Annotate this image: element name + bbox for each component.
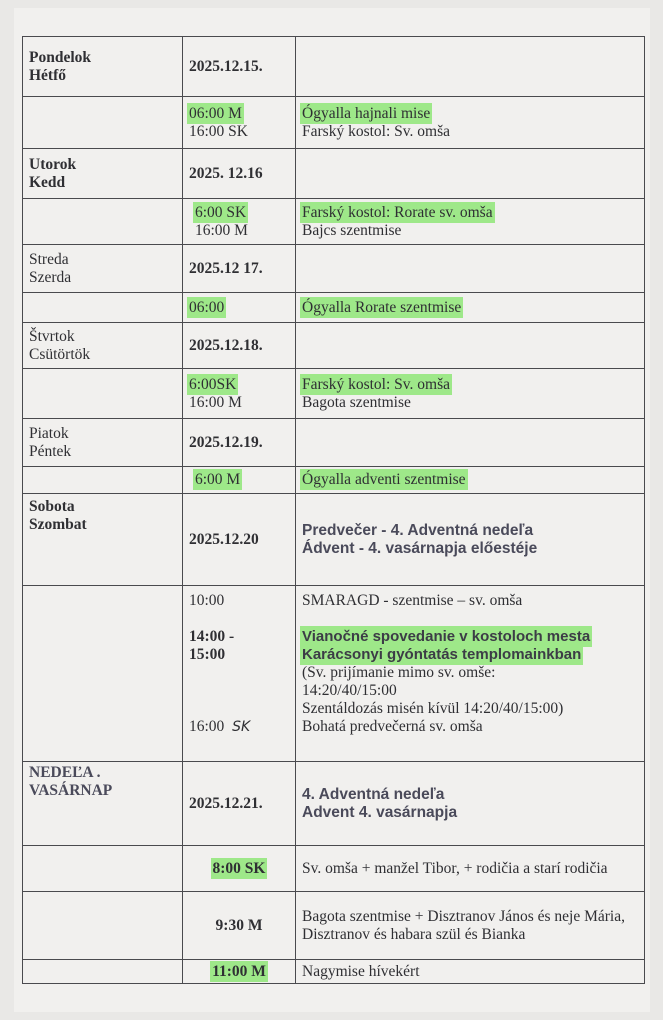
entries-row — [23, 293, 645, 323]
event-text: Ógyalla hajnali mise — [302, 104, 431, 122]
event-text: Farský kostol: Sv. omša — [302, 375, 450, 393]
day-name-hu: Kedd — [29, 173, 66, 191]
day-name-hu: VASÁRNAP — [29, 782, 113, 799]
day-name-hu: Szerda — [29, 268, 72, 286]
day-header-row — [23, 245, 645, 293]
header-line: Ádvent - 4. vasárnapja előestéje — [302, 539, 538, 557]
day-name-hu: Péntek — [29, 442, 72, 460]
day-name-sk: NEDEĽA . — [29, 764, 101, 781]
day-name-cell — [23, 245, 183, 293]
empty-cell — [23, 369, 183, 419]
event-text: (Sv. prijímanie mimo sv. omše: — [302, 664, 496, 681]
day-name-cell — [23, 323, 183, 369]
date-cell: 2025.12.18. — [183, 323, 296, 369]
date-cell: 2025.12.21. — [183, 762, 296, 846]
time-cell — [183, 846, 296, 892]
day-name-cell — [23, 762, 183, 846]
text-cell — [296, 293, 645, 323]
day-name-cell — [23, 419, 183, 467]
entries-row — [23, 892, 645, 960]
empty-cell — [23, 892, 183, 960]
day-name-hu: Csütörtök — [29, 345, 91, 363]
time: 06:00 — [189, 298, 225, 316]
entries-row — [23, 846, 645, 892]
text-cell — [296, 97, 645, 149]
time: 15:00 — [189, 646, 226, 663]
time: 16:00 M — [189, 393, 242, 411]
day-name-hu: Szombat — [29, 516, 87, 533]
text-cell: Sv. omša + manžel Tibor, + rodičia a starí rodičia — [296, 846, 645, 892]
date-cell: 2025.12.15. — [183, 37, 296, 97]
time: 6:00 M — [195, 471, 241, 488]
text-cell: Nagymise hívekért — [296, 960, 645, 984]
empty-cell — [23, 199, 183, 245]
time-cell — [183, 199, 296, 245]
time-cell — [183, 467, 296, 494]
entries-row — [23, 586, 645, 762]
empty-cell — [23, 960, 183, 984]
text-cell: Bagota szentmise + Disztranov János és neje Mária, Disztranov és habara szül és Bianka — [296, 892, 645, 960]
time: 11:00 M — [212, 962, 266, 980]
time: 8:00 SK — [212, 859, 266, 877]
empty-cell — [296, 149, 645, 199]
event-text: Bohatá predvečerná sv. omša — [302, 718, 483, 735]
time: 16:00 SK — [189, 122, 248, 140]
time: 6:00 SK — [195, 203, 247, 221]
empty-cell — [23, 293, 183, 323]
event-text: SMARAGD - szentmise – sv. omša — [302, 592, 523, 609]
time-cell: 9:30 M — [183, 892, 296, 960]
day-header-row — [23, 37, 645, 97]
day-header-row — [23, 149, 645, 199]
entries-row — [23, 97, 645, 149]
day-name-cell — [23, 149, 183, 199]
day-header-row — [23, 494, 645, 586]
empty-cell — [296, 323, 645, 369]
day-name-sk: Pondelok — [29, 48, 92, 66]
time: 16:00 M — [195, 221, 248, 239]
time-cell — [183, 293, 296, 323]
text-cell — [296, 467, 645, 494]
handwritten-sk: SK — [232, 719, 251, 735]
event-text: Farský kostol: Sv. omša — [302, 122, 450, 140]
day-name-hu: Hétfő — [29, 66, 67, 84]
day-name-cell — [23, 494, 183, 586]
date-cell: 2025.12.19. — [183, 419, 296, 467]
text-cell — [296, 586, 645, 762]
header-line: Advent 4. vasárnapja — [302, 803, 458, 821]
empty-cell — [23, 846, 183, 892]
event-text: Vianočné spovedanie v kostoloch mesta — [302, 628, 591, 645]
day-name-sk: Streda — [29, 250, 69, 268]
day-name-sk: Štvrtok — [29, 327, 75, 345]
time: 06:00 M — [189, 104, 242, 122]
day-name-sk: Utorok — [29, 155, 77, 173]
day-header-row — [23, 323, 645, 369]
schedule-table — [22, 36, 645, 984]
empty-cell — [23, 586, 183, 762]
event-text: Szentáldozás misén kívül 14:20/40/15:00) — [302, 700, 564, 717]
date-cell: 2025.12 17. — [183, 245, 296, 293]
empty-cell — [23, 97, 183, 149]
entries-row — [23, 960, 645, 984]
event-text: Farský kostol: Rorate sv. omša — [302, 203, 493, 221]
time: 10:00 — [189, 592, 225, 609]
event-text: Ógyalla Rorate szentmise — [302, 298, 462, 316]
empty-cell — [296, 37, 645, 97]
day-name-sk: Piatok — [29, 424, 69, 442]
day-name-sk: Sobota — [29, 498, 75, 515]
empty-cell — [23, 467, 183, 494]
date-cell: 2025.12.20 — [183, 494, 296, 586]
day-header-row — [23, 419, 645, 467]
text-cell — [296, 199, 645, 245]
event-text: Karácsonyi gyóntatás templomainkban — [302, 646, 582, 663]
time: 16:00 — [189, 718, 225, 735]
header-line: 4. Adventná nedeľa — [302, 785, 445, 803]
event-text: Ógyalla adventi szentmise — [302, 471, 466, 488]
entries-row — [23, 467, 645, 494]
header-lines-cell — [296, 494, 645, 586]
time-cell — [183, 960, 296, 984]
time-cell — [183, 369, 296, 419]
day-name-cell — [23, 37, 183, 97]
time: 14:00 - — [189, 628, 235, 645]
text-cell — [296, 369, 645, 419]
empty-cell — [296, 419, 645, 467]
day-header-row — [23, 762, 645, 846]
event-text: Bajcs szentmise — [302, 221, 402, 239]
date-cell: 2025. 12.16 — [183, 149, 296, 199]
time-cell — [183, 586, 296, 762]
header-lines-cell — [296, 762, 645, 846]
header-line: Predvečer - 4. Adventná nedeľa — [302, 521, 534, 539]
event-text: Bagota szentmise — [302, 393, 411, 411]
time: 6:00SK — [189, 375, 237, 393]
entries-row — [23, 369, 645, 419]
empty-cell — [296, 245, 645, 293]
time-cell — [183, 97, 296, 149]
event-text: 14:20/40/15:00 — [302, 682, 397, 699]
entries-row — [23, 199, 645, 245]
